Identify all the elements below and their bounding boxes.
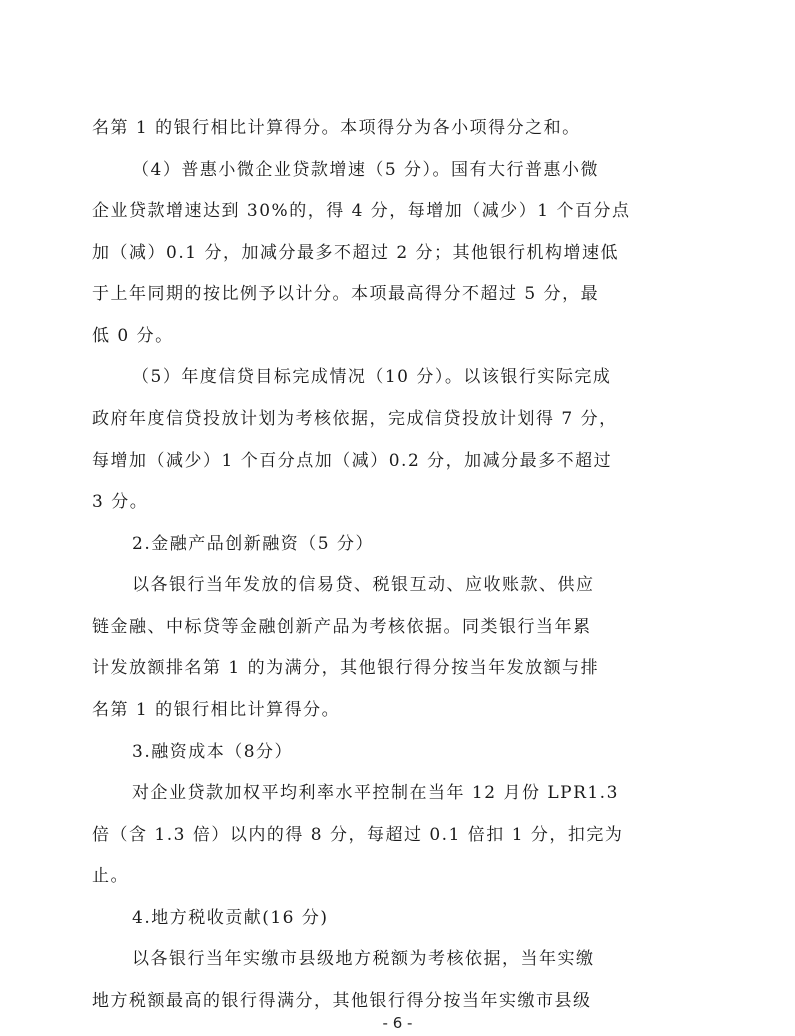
text-line: 链金融、中标贷等金融创新产品为考核依据。同类银行当年累 [92,617,592,637]
section-heading: 4.地方税收贡献(16 分) [132,908,329,928]
section-heading: 3.融资成本（8分） [132,742,294,762]
text-line: 低 0 分。 [92,326,174,346]
text-line: 止。 [92,866,129,886]
text-line: 倍（含 1.3 倍）以内的得 8 分，每超过 0.1 倍扣 1 分，扣完为 [92,825,624,845]
text-line: （4）普惠小微企业贷款增速（5 分）。国有大行普惠小微 [132,160,600,180]
text-line: 计发放额排名第 1 的为满分，其他银行得分按当年发放额与排 [92,658,600,678]
text-line: 政府年度信贷投放计划为考核依据，完成信贷投放计划得 7 分， [92,409,618,429]
section-heading: 2.金融产品创新融资（5 分） [132,534,374,554]
text-line: 3 分。 [92,492,149,512]
text-line: 对企业贷款加权平均利率水平控制在当年 12 月份 LPR1.3 [132,783,619,803]
text-line: 以各银行当年实缴市县级地方税额为考核依据，当年实缴 [132,949,595,969]
text-line: 地方税额最高的银行得满分，其他银行得分按当年实缴市县级 [92,991,592,1011]
page-number: - 6 - [382,1014,413,1032]
text-line: 于上年同期的按比例予以计分。本项最高得分不超过 5 分，最 [92,284,600,304]
text-line: 每增加（减少）1 个百分点加（减）0.2 分，加减分最多不超过 [92,451,613,471]
text-line: （5）年度信贷目标完成情况（10 分）。以该银行实际完成 [132,367,612,387]
text-line: 以各银行当年发放的信易贷、税银互动、应收账款、供应 [132,575,595,595]
text-line: 加（减）0.1 分，加减分最多不超过 2 分；其他银行机构增速低 [92,243,620,263]
text-line: 企业贷款增速达到 30%的，得 4 分，每增加（减少）1 个百分点 [92,201,631,221]
text-line: 名第 1 的银行相比计算得分。本项得分为各小项得分之和。 [92,118,581,138]
text-line: 名第 1 的银行相比计算得分。 [92,700,341,720]
